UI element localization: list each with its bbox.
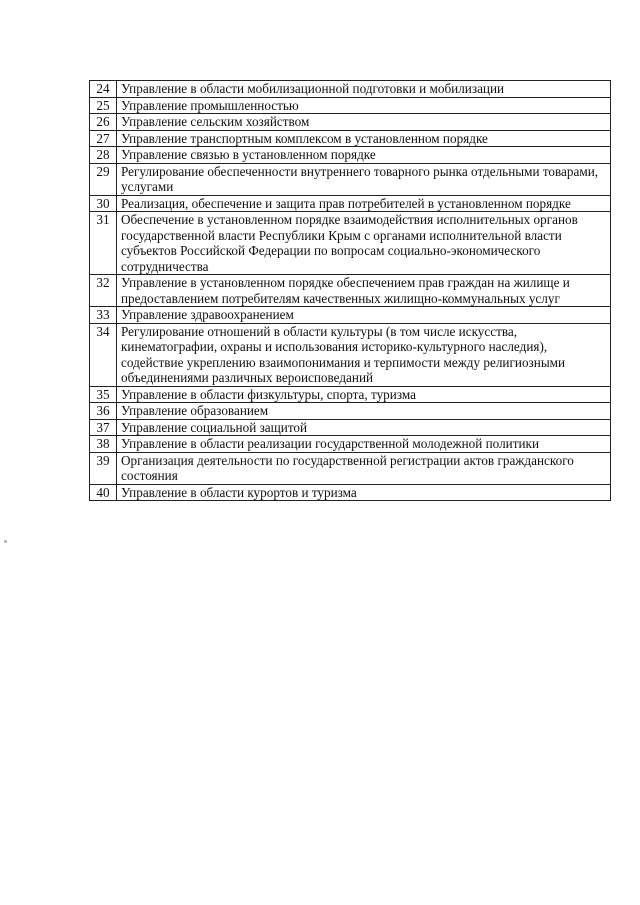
- row-number: 31: [90, 212, 117, 275]
- table-row: [90, 275, 611, 307]
- row-text: Управление в области мобилизационной подготовки и мобилизации: [117, 81, 611, 98]
- table-row: [90, 163, 611, 195]
- row-text: Управление в установленном порядке обеспечением прав граждан на жилище и предоставлением потребителям качественных жилищно-коммунальных услуг: [117, 275, 611, 307]
- row-text: Управление социальной защитой: [117, 419, 611, 436]
- row-text: Управление в области курортов и туризма: [117, 484, 611, 501]
- scan-margin-mark: [4, 540, 7, 543]
- row-text: Управление в области физкультуры, спорта, туризма: [117, 386, 611, 403]
- row-number: 38: [90, 436, 117, 453]
- row-text: Управление промышленностью: [117, 97, 611, 114]
- row-text: Управление связью в установленном порядке: [117, 147, 611, 164]
- row-number: 40: [90, 484, 117, 501]
- row-number: 26: [90, 114, 117, 131]
- table-row: [90, 386, 611, 403]
- table-row: [90, 323, 611, 386]
- row-number: 30: [90, 195, 117, 212]
- functions-table-body: [90, 81, 611, 501]
- row-number: 24: [90, 81, 117, 98]
- row-number: 32: [90, 275, 117, 307]
- table-row: [90, 130, 611, 147]
- row-number: 34: [90, 323, 117, 386]
- table-row: [90, 307, 611, 324]
- row-text: Управление образованием: [117, 403, 611, 420]
- table-row: [90, 419, 611, 436]
- row-text: Реализация, обеспечение и защита прав потребителей в установленном порядке: [117, 195, 611, 212]
- row-number: 33: [90, 307, 117, 324]
- table-row: [90, 403, 611, 420]
- table-row: [90, 484, 611, 501]
- row-text: Управление здравоохранением: [117, 307, 611, 324]
- row-text: Регулирование отношений в области культуры (в том числе искусства, кинематографии, охраны и использования историко-культурного наследия), содействие укреплению взаимопонимания и терпимости между религиозными объединениями различных вероисповеданий: [117, 323, 611, 386]
- table-row: [90, 114, 611, 131]
- row-text: Управление транспортным комплексом в установленном порядке: [117, 130, 611, 147]
- row-text: Организация деятельности по государственной регистрации актов гражданского состояния: [117, 452, 611, 484]
- row-number: 35: [90, 386, 117, 403]
- table-row: [90, 81, 611, 98]
- row-number: 36: [90, 403, 117, 420]
- table-row: [90, 195, 611, 212]
- row-number: 28: [90, 147, 117, 164]
- table-row: [90, 452, 611, 484]
- table-row: [90, 436, 611, 453]
- functions-table: [89, 80, 611, 501]
- row-number: 29: [90, 163, 117, 195]
- row-number: 27: [90, 130, 117, 147]
- row-text: Управление в области реализации государственной молодежной политики: [117, 436, 611, 453]
- table-row: [90, 212, 611, 275]
- table-row: [90, 97, 611, 114]
- row-number: 39: [90, 452, 117, 484]
- row-text: Регулирование обеспеченности внутреннего товарного рынка отдельными товарами, услугами: [117, 163, 611, 195]
- row-number: 37: [90, 419, 117, 436]
- row-text: Управление сельским хозяйством: [117, 114, 611, 131]
- table-row: [90, 147, 611, 164]
- row-text: Обеспечение в установленном порядке взаимодействия исполнительных органов государственной власти Республики Крым с органами исполнительной власти субъектов Российской Федерации по вопросам социально-экономического сотрудничества: [117, 212, 611, 275]
- row-number: 25: [90, 97, 117, 114]
